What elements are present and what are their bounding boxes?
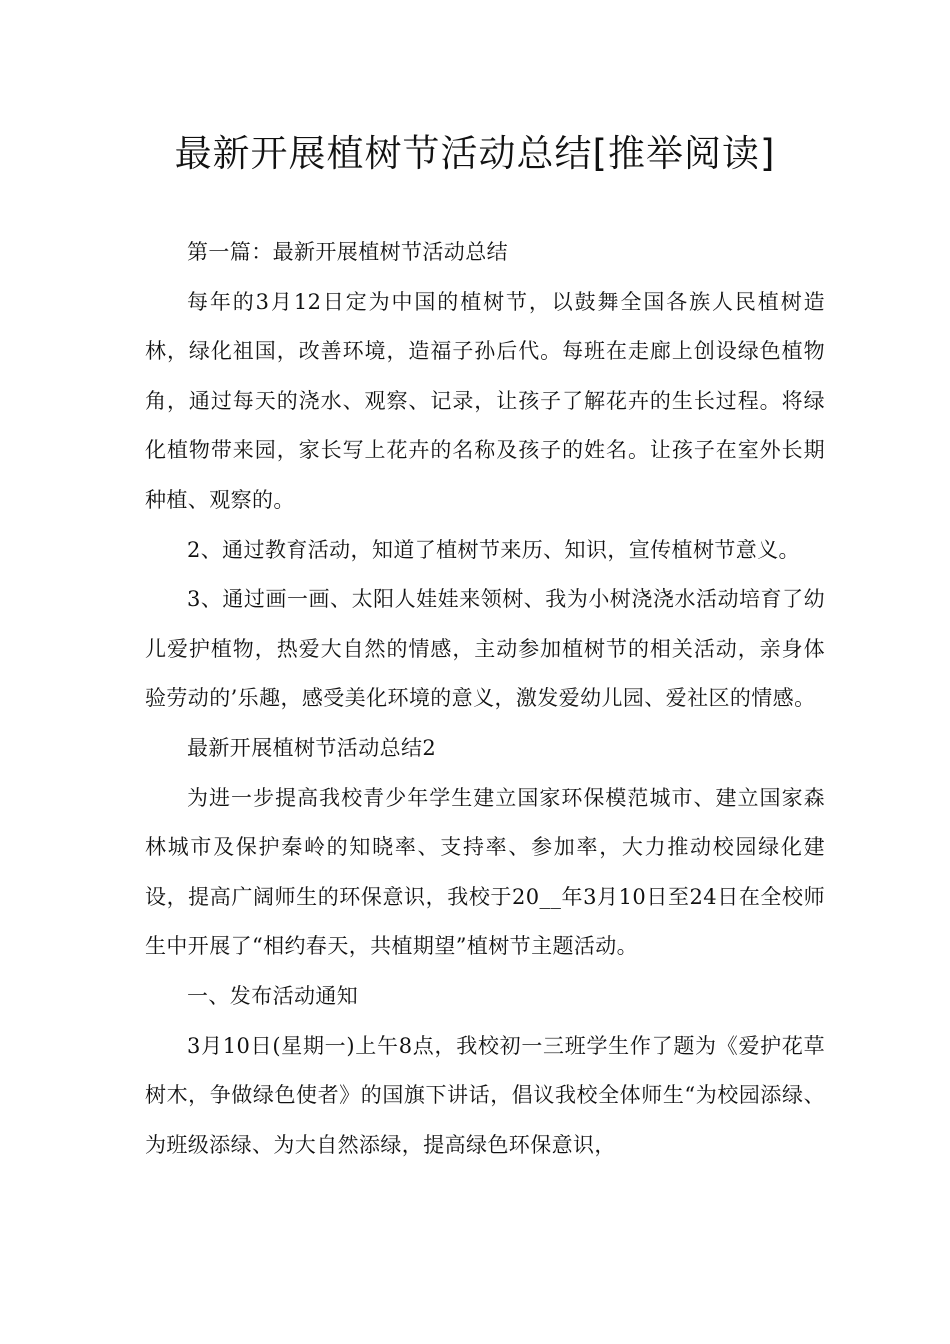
paragraph-section-heading: 第一篇：最新开展植树节活动总结 <box>187 240 508 264</box>
document-title: 最新开展植树节活动总结[推举阅读] <box>174 132 776 175</box>
paragraph-step-heading: 一、发布活动通知 <box>187 983 359 1008</box>
paragraph-activity-summary: 为进一步提高我校青少年学生建立国家环保模范城市、建立国家森林城市及保护秦岭的知晓率、支持率、参加率，大力推动校园绿化建设，提高广阔师生的环保意识，我校于20__年3月10日至24日在全校师生中开展了“相约春天，共植期望”植树节主题活动。 <box>145 785 825 959</box>
paragraph-notice-detail: 3月10日(星期一)上午8点，我校初一三班学生作了题为《爱护花草树木，争做绿色使者》的国旗下讲话，倡议我校全体师生“为校园添绿、为班级添绿、为大自然添绿，提高绿色环保意识， <box>145 1033 825 1157</box>
paragraph-intro: 每年的3月12日定为中国的植树节，以鼓舞全国各族人民植树造林，绿化祖国，改善环境，造福子孙后代。每班在走廊上创设绿色植物角，通过每天的浇水、观察、记录，让孩子了解花卉的生长过程。将绿化植物带来园，家长写上花卉的名称及孩子的姓名。让孩子在室外长期种植、观察的。 <box>145 289 825 512</box>
document-body <box>145 228 825 1170</box>
paragraph-item-3: 3、通过画一画、太阳人娃娃来领树、我为小树浇浇水活动培育了幼儿爱护植物，热爱大自然的情感，主动参加植树节的相关活动，亲身体验劳动的’乐趣，感受美化环境的意义，激发爱幼儿园、爱社区的情感。 <box>145 587 825 711</box>
paragraph-subtitle: 最新开展植树节活动总结2 <box>187 735 437 760</box>
paragraph-item-2: 2、通过教育活动，知道了植树节来历、知识，宣传植树节意义。 <box>187 537 800 562</box>
